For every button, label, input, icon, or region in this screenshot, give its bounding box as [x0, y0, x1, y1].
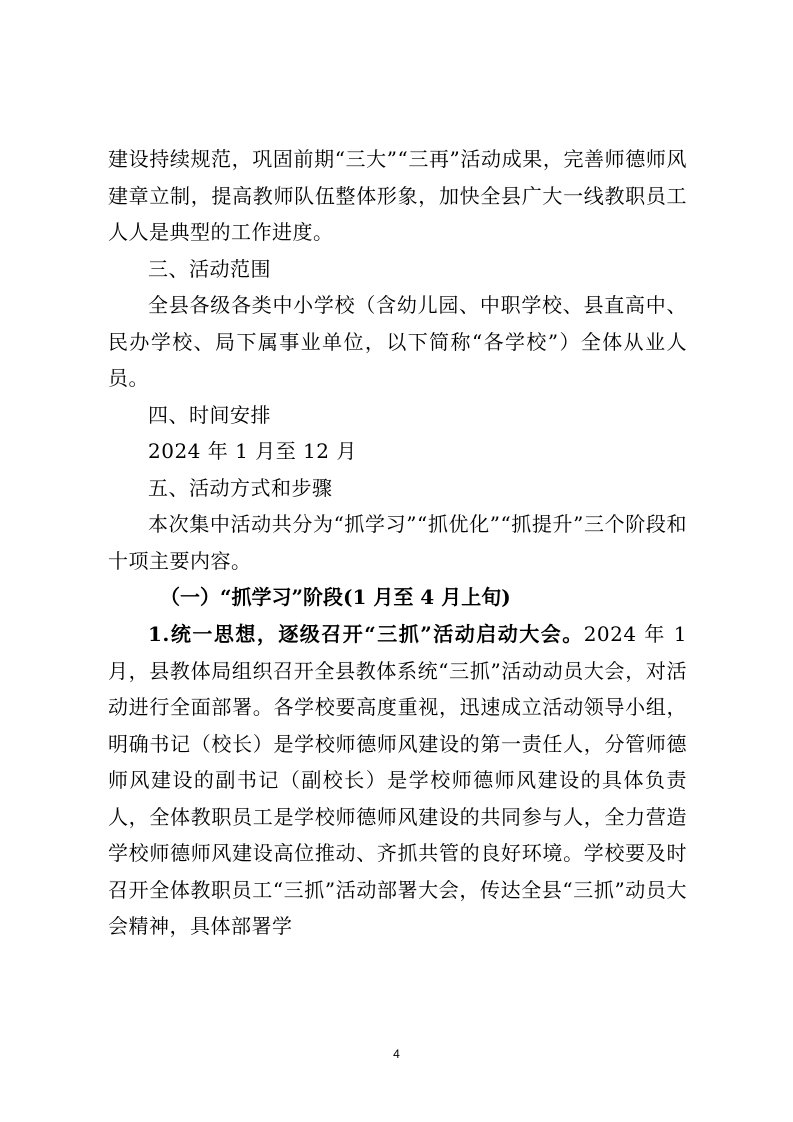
- section-heading-methods: 五、活动方式和步骤: [148, 476, 333, 500]
- item1-body: 2024 年 1 月，县教体局组织召开全县教体系统“三抓”活动动员大会，对活动进行全面部署。各学校要高度重视，迅速成立活动领导小组，明确书记（校长）是学校师德师风建设的第一责任人，分管师德师风建设的副书记（副校长）是学校师德师风建设的具体负责人，全体教职员工是学校师德师风建设的共同参与人，全力营造学校师德师风建设高位推动、齐抓共管的良好环境。学校要及时召开全体教职员工“三抓”活动部署大会，传达全县“三抓”动员大会精神，具体部署学: [108, 622, 687, 938]
- section-heading-schedule: 四、时间安排: [148, 403, 271, 427]
- page-number: 4: [393, 1047, 400, 1061]
- paragraph-continued: 建设持续规范，巩固前期“三大”“三再”活动成果，完善师德师风建章立制，提高教师队伍整体形象，加快全县广大一线教职员工人人是典型的工作进度。: [108, 147, 687, 244]
- paragraph-item1: [108, 616, 687, 945]
- paragraph-scope: 全县各级各类中小学校（含幼儿园、中职学校、县直高中、民办学校、局下属事业单位，以下简称“各学校”）全体从业人员。: [108, 293, 687, 390]
- item1-title: 1.统一思想，逐级召开“三抓”活动启动大会。: [148, 622, 584, 646]
- paragraph-schedule: 2024 年 1 月至 12 月: [148, 439, 357, 463]
- paragraph-methods: 本次集中活动共分为“抓学习”“抓优化”“抓提升”三个阶段和十项主要内容。: [108, 512, 687, 573]
- section-heading-scope: 三、活动范围: [148, 257, 271, 281]
- subsection-heading-stage1: （一）“抓学习”阶段(1 月至 4 月上旬): [160, 585, 511, 609]
